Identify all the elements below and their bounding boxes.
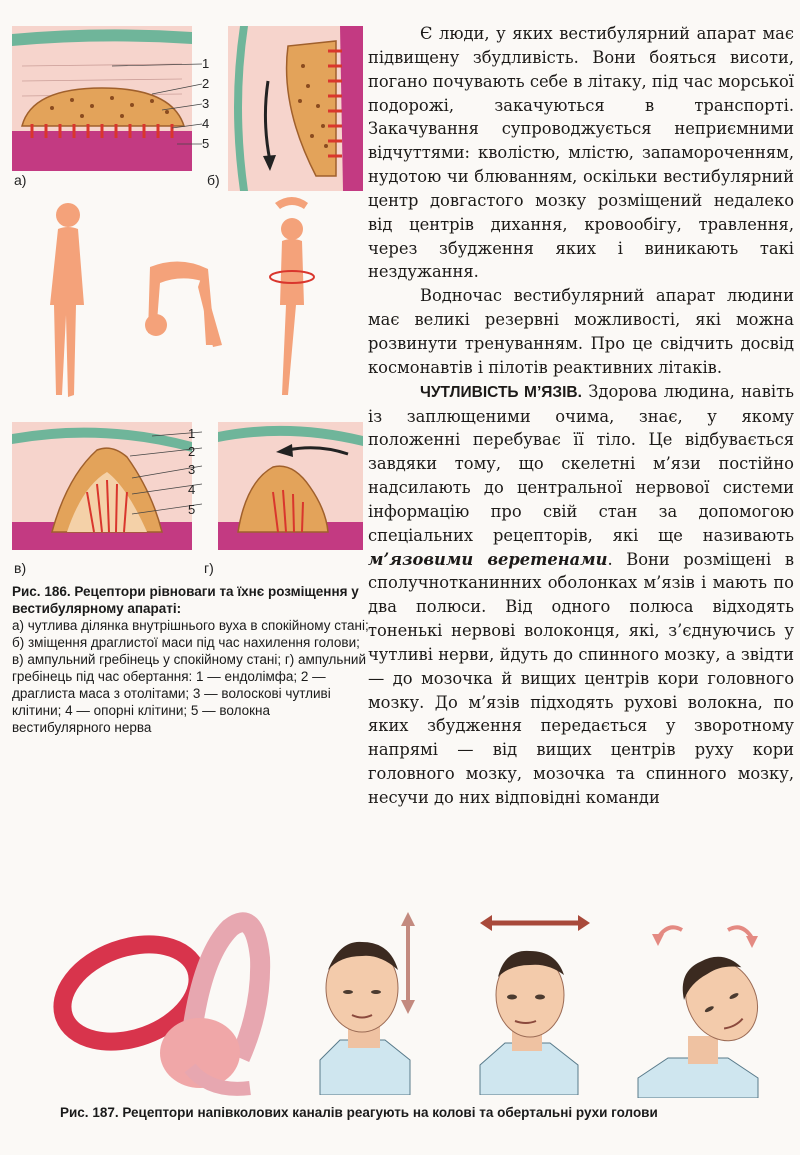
panel-label-g: г) xyxy=(204,560,214,576)
figure-187-semicircular-canals xyxy=(40,898,290,1098)
figure-186b-otolith-tilted xyxy=(228,26,363,191)
label-1: 1 xyxy=(202,56,210,71)
term-muscle-spindles: м’язовими веретенами xyxy=(368,549,608,569)
label-3: 3 xyxy=(202,96,210,111)
label-1: 1 xyxy=(188,426,196,441)
panel-label-v: в) xyxy=(14,560,27,576)
figure-186-caption-body: а) чутлива ділянка внутрішнього вуха в спокійному стані; б) зміщення драглистої маси під час нахилення голови; в) ампульний гребінець у спокійному стані; г) ампульний гребінець під час обертання: 1 — ендолімфа; 2 — драглиста маса з отолітами; 3 — волоскові чутливі клітини; 4 — опорні клітини; 5 — волокна вестибулярного нерва xyxy=(12,618,369,735)
human-figures-positions xyxy=(30,195,350,420)
label-2: 2 xyxy=(202,76,210,91)
figure-186-caption xyxy=(12,583,372,736)
paragraph-1: Є люди, у яких вестибулярний апарат має підвищену збудливість. Вони бояться висоти, погано почувають себе в літаку, під час морської подорожі, закачуються в транспорті. Закачування супроводжується неприємними відчуттями: кволістю, млістю, запамороченням, нудотою чи блюванням, оскільки вестибулярний центр довгастого мозку розміщений недалеко від центрів дихання, кровообігу, травлення, через збудження яких і виникають такі нездужання. xyxy=(368,24,794,282)
label-5: 5 xyxy=(188,502,196,517)
paragraph-3-part-1: Здорова людина, навіть із заплющеними очима, знає, у якому положенні перебуває її тіло. Це відбувається завдяки тому, що скелетні м’язи постійно надсилають до центральної нервової системи інформацію про свій стан за допомогою спеціальних рецепторів, які ще називають xyxy=(368,381,794,545)
head-nodding-vertical xyxy=(300,910,440,1095)
paragraph-3-part-2: . Вони розміщені в сполучнотканинних оболонках м’язів і мають по два полюси. Від одного полюса відходять тоненькі нервові волоконця, які, з’єднуючись у чутливі нерви, йдуть до спинного мозку, а звідти — до мозочка й вищих центрів кори головного мозку. До м’язів підходять рухові волокна, по яких збудження передається у зворотному напрямі — від вищих центрів руху кори головного мозку, мозочка та спинного мозку, несучи до них відповідні команди xyxy=(368,549,794,807)
label-4: 4 xyxy=(188,482,196,497)
main-text xyxy=(368,22,794,810)
figure-186g-ampulla-rotation xyxy=(218,422,363,552)
paragraph-2: Водночас вестибулярний апарат людини має великі резервні можливості, які можна розвинути тренуванням. Про це свідчить досвід космонавтів і пілотів реактивних літаків. xyxy=(368,286,794,377)
figure-186-caption-title: Рис. 186. Рецептори рівноваги та їхнє розміщення у вестибулярному апараті: xyxy=(12,584,359,616)
label-4: 4 xyxy=(202,116,210,131)
label-3: 3 xyxy=(188,462,196,477)
paragraph-3 xyxy=(368,380,794,810)
figure-186a-otolith-rest xyxy=(12,26,212,176)
head-tilting-sideways xyxy=(628,908,788,1098)
label-2: 2 xyxy=(188,444,196,459)
figure-187-caption: Рис. 187. Рецептори напівколових каналів реагують на колові та обертальні рухи голови xyxy=(60,1105,658,1120)
panel-label-a: а) xyxy=(14,172,27,188)
section-heading: ЧУТЛИВІСТЬ М’ЯЗІВ. xyxy=(420,383,582,401)
figure-186v-ampulla-rest xyxy=(12,422,212,552)
head-turning-horizontal xyxy=(460,905,610,1095)
label-5: 5 xyxy=(202,136,210,151)
panel-label-b: б) xyxy=(207,172,220,188)
